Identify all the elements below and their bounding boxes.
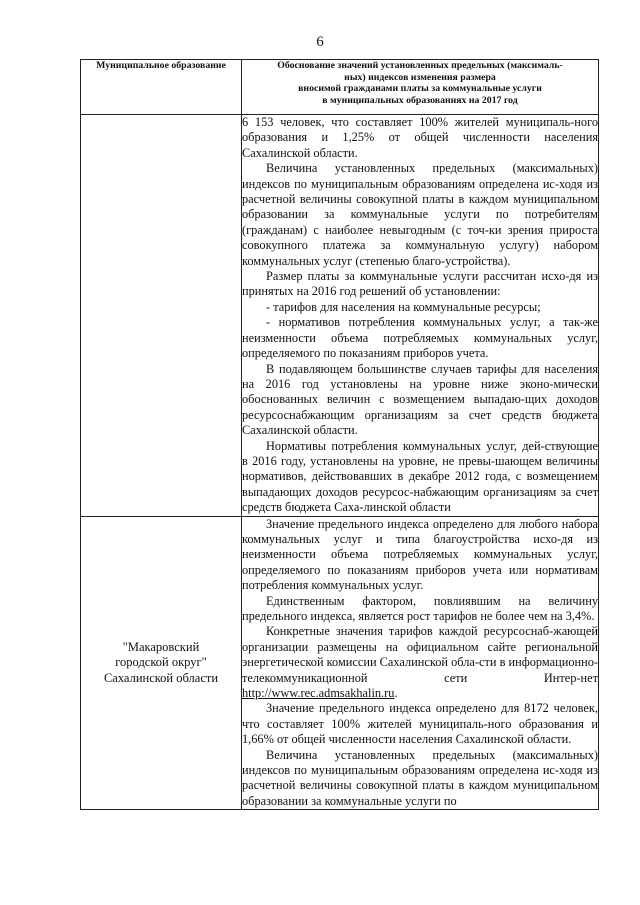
paragraph: Единственным фактором, повлиявшим на величину предельного индекса, является рост тарифов не более чем на 3,4%. <box>242 593 598 623</box>
municipality-line: "Макаровский <box>122 639 200 654</box>
paragraph: Величина установленных предельных (максимальных) индексов по муниципальным образованиям определена ис-ходя из расчетной величины совокупной платы в каждом муниципальном образовании за коммунальные услуги по потребителям (гражданам) с наиболее невыгодным (с точ-ки зрения прироста совокупного платежа за коммунальную услугу) набором коммунальных услуг (степенью благо-устройства). <box>242 161 598 268</box>
paragraph: Величина установленных предельных (максимальных) индексов по муниципальным образованиям определена ис-ходя из расчетной величины совокупной платы в каждом муниципальном образовании за коммунальные услуги по <box>242 747 598 808</box>
paragraph: В подавляющем большинстве случаев тарифы для населения на 2016 год установлены на уровне ниже эконо-мически обоснованных величин с возмещением выпадаю-щих доходов ресурсоснабжающим организациям за счет средств бюджета Сахалинской области. <box>242 361 598 438</box>
municipality-cell <box>81 516 242 810</box>
paragraph: 6 153 человек, что составляет 100% жителей муниципаль-ного образования и 1,25% от общей численности населения Сахалинской области. <box>242 115 598 160</box>
paragraph: - тарифов для населения на коммунальные ресурсы; <box>266 299 541 314</box>
header-justification <box>242 60 599 115</box>
page-number: 6 <box>316 34 324 50</box>
municipality-line: Сахалинской области <box>103 670 219 685</box>
paragraph-end: . <box>394 686 398 701</box>
paragraph: Значение предельного индекса определено для любого набора коммунальных услуг и типа благоустройства исхо-дя из неизменности объема потребляемых коммунальных услуг, определяемого по показаниям приборов учета или нормативам потребления коммунальных услуг. <box>242 516 598 593</box>
header-line: Обоснование значений установленных предельных (максималь- <box>277 60 563 71</box>
municipality-cell <box>81 115 242 517</box>
table-header-row <box>81 60 599 115</box>
header-line: вносимой гражданами платы за коммунальные услуги <box>298 83 542 94</box>
municipality-line: городской округ" <box>115 655 207 670</box>
paragraph <box>242 624 598 701</box>
table-row <box>81 516 599 810</box>
table-row <box>81 115 599 517</box>
header-line: в муниципальных образованиях на 2017 год <box>322 94 518 106</box>
header-municipality: Муниципальное образование <box>81 60 242 115</box>
justification-cell <box>242 516 599 810</box>
paragraph: Значение предельного индекса определено для 8172 человек, что составляет 100% жителей муниципаль-ного образования и 1,66% от общей численности населения Сахалинской области. <box>242 701 598 747</box>
rec-website-link[interactable]: http://www.rec.admsakhalin.ru <box>242 686 395 701</box>
paragraph: Размер платы за коммунальные услуги рассчитан исхо-дя из принятых на 2016 год решений об установлении: <box>242 269 598 299</box>
index-justification-table <box>80 59 599 810</box>
header-line: ных) индексов изменения размера <box>344 71 496 83</box>
justification-cell <box>242 115 599 517</box>
paragraph: - нормативов потребления коммунальных услуг, а так-же неизменности объема потребляемых коммунальных услуг, определяемого по показаниям приборов учета. <box>242 315 598 361</box>
paragraph-text: Конкретные значения тарифов каждой ресурсоснаб-жающей организации размещены на официальном сайте региональной энергетической комиссии Сахалинской обла-сти в информационно-телекоммуникационной сети Интер-нет <box>242 624 598 685</box>
paragraph: Нормативы потребления коммунальных услуг, дей-ствующие в 2016 году, установлены на уровне, не превы-шающем величины нормативов, действовавших в декабре 2012 года, с возмещением выпадающих доходов ресурсос-набжающим организациям за счет средств бюджета Саха-линской области <box>242 438 598 515</box>
